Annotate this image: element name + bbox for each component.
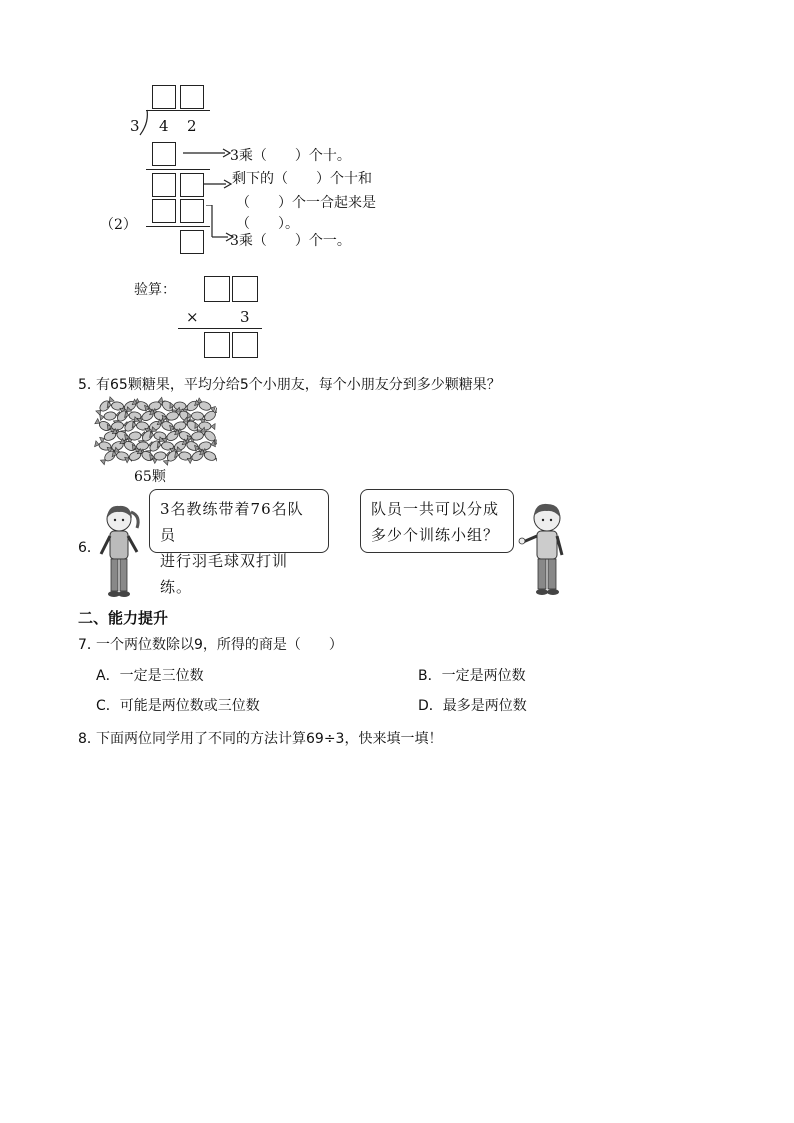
part-label: （2） [100,217,137,233]
option-b-text: 一定是两位数 [441,668,526,684]
bubble-girl-line1: 3名教练带着76名队员 [160,500,304,544]
quotient-tens-box[interactable] [152,85,176,109]
bubble-boy-line1: 队员一共可以分成 [371,500,500,518]
arrow-step1 [183,148,231,158]
times-sign: × [186,308,199,326]
option-b-key: B． [418,668,442,684]
remainder-tens-box[interactable] [152,173,176,197]
bubble-boy-line2: 多少个训练小组？ [371,526,500,544]
bubble-girl-line2: 进行羽毛球双打训练。 [160,552,289,596]
q5-text: 有65颗糖果，平均分给5个小朋友，每个小朋友分到多少颗糖果？ [96,377,501,393]
arrow-step2 [204,178,232,190]
option-c-key: C． [96,698,120,714]
step3-text: 3乘（ ）个一。 [230,233,351,249]
subtract-line-1 [146,169,210,170]
division-bracket [138,109,150,137]
product-ones-box[interactable] [232,332,258,358]
step1-text: 3乘（ ）个十。 [230,148,351,164]
q8-text: 下面两位同学用了不同的方法计算69÷3，快来填一填！ [96,731,443,747]
subtract-line-2 [146,226,210,227]
candy [100,411,121,422]
candy-pile-image [93,396,217,468]
speech-bubble-girl [149,489,329,596]
step2-ones-box[interactable] [180,199,204,223]
dividend-digit-tens: 4 [159,117,169,135]
option-c-text: 可能是两位数或三位数 [119,698,260,714]
option-d-text: 最多是两位数 [442,698,527,714]
step2-tens-box[interactable] [152,199,176,223]
division-bar [146,110,210,111]
q7-text: 一个两位数除以9，所得的商是（ ） [96,637,343,653]
q5-number: 5． [78,377,101,393]
section-title-ability: 二、能力提升 [78,609,169,627]
multiplier: 3 [240,308,250,326]
candy [150,451,171,462]
step1-box[interactable] [152,142,176,166]
q7-option-c[interactable] [96,695,260,715]
multiply-line [178,328,262,329]
dividend-digit-ones: 2 [187,117,197,135]
step2-text-line1: 剩下的（ ）个十和 [232,171,372,187]
remainder-ones-box[interactable] [180,173,204,197]
divisor: 3 [130,117,140,135]
candy [125,431,146,442]
step2-text-line3: （ ）。 [236,216,299,232]
check-ones-box[interactable] [232,276,258,302]
option-a-key: A． [96,668,120,684]
check-label: 验算： [134,282,176,298]
candy-count-caption: 65颗 [134,469,166,485]
option-a-text: 一定是三位数 [119,668,204,684]
q8-number: 8． [78,731,101,747]
girl-illustration [95,502,145,598]
quotient-ones-box[interactable] [180,85,204,109]
q7-option-a[interactable] [96,665,204,685]
speech-bubble-boy [360,489,514,553]
q7-option-b[interactable] [418,665,526,685]
boy-illustration [514,500,570,598]
option-d-key: D． [418,698,443,714]
product-tens-box[interactable] [204,332,230,358]
step2-text-line2: （ ）个一合起来是 [236,195,376,211]
q6-number: 6． [78,540,101,556]
step3-box[interactable] [180,230,204,254]
q7-option-d[interactable] [418,695,527,715]
q7-number: 7． [78,637,101,653]
check-tens-box[interactable] [204,276,230,302]
